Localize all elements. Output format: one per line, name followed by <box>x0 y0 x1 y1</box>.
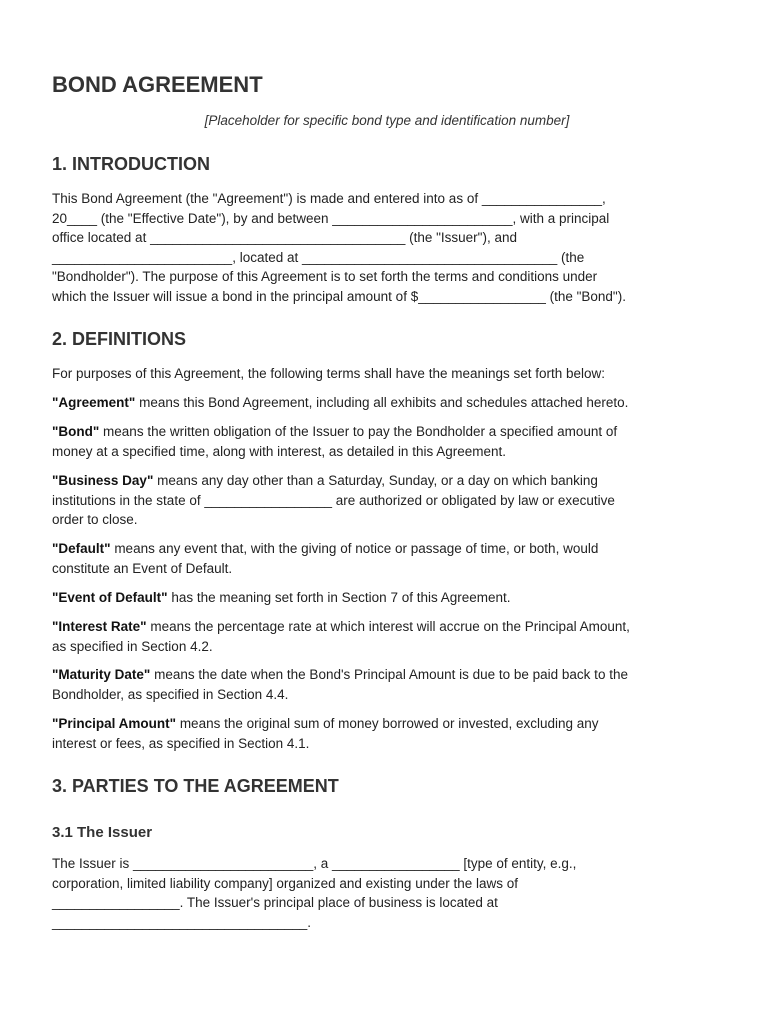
text-line: This Bond Agreement (the "Agreement") is made and entered into as of ________________, <box>52 191 606 206</box>
text-line: constitute an Event of Default. <box>52 560 233 576</box>
definitions-intro <box>52 364 722 384</box>
definition-term: "Default" <box>52 541 111 556</box>
section-heading-introduction: 1. INTRODUCTION <box>52 154 211 174</box>
text-line: "Bondholder"). The purpose of this Agreement is to set forth the terms and conditions under <box>52 269 598 285</box>
text-line: interest or fees, as specified in Section 4.1. <box>52 735 310 751</box>
section-heading-parties: 3. PARTIES TO THE AGREEMENT <box>52 776 339 796</box>
definition-text: means the written obligation of the Issuer to pay the Bondholder a specified amount of <box>99 424 618 439</box>
text-line: order to close. <box>52 512 138 528</box>
definition-term: "Event of Default" <box>52 590 168 605</box>
definition-item-maturity-date <box>52 665 722 704</box>
definition-term: "Agreement" <box>52 395 136 410</box>
definition-text: means any day other than a Saturday, Sunday, or a day on which banking <box>153 473 598 488</box>
text-line: institutions in the state of _________________ are authorized or obligated by law or executive <box>52 492 615 508</box>
definition-term: "Interest Rate" <box>52 619 147 634</box>
text-line <box>52 588 722 608</box>
text-line <box>52 393 722 413</box>
definition-term: "Business Day" <box>52 473 154 488</box>
text-line <box>52 539 722 559</box>
text-line <box>52 617 722 637</box>
definition-term: "Bond" <box>52 424 100 439</box>
text-line <box>52 422 722 442</box>
definition-text: has the meaning set forth in Section 7 of this Agreement. <box>167 590 511 605</box>
introduction-paragraph <box>52 189 722 307</box>
definition-item-agreement <box>52 393 722 413</box>
text-line <box>52 665 722 685</box>
text-line: office located at __________________________________ (the "Issuer"), and <box>52 230 517 246</box>
text-line <box>52 714 722 734</box>
definition-text: means this Bond Agreement, including all exhibits and schedules attached hereto. <box>135 395 629 410</box>
document-title: BOND AGREEMENT <box>52 72 263 97</box>
definition-text: means the percentage rate at which interest will accrue on the Principal Amount, <box>146 619 630 634</box>
definition-item-business-day <box>52 471 722 530</box>
definition-text: means the original sum of money borrowed or invested, excluding any <box>176 716 599 731</box>
text-line: 20____ (the "Effective Date"), by and between ________________________, with a principal <box>52 210 610 226</box>
document-subtitle: [Placeholder for specific bond type and identification number] <box>204 113 570 128</box>
text-line: _________________. The Issuer's principal place of business is located at <box>52 895 498 911</box>
text-line: money at a specified time, along with interest, as detailed in this Agreement. <box>52 443 506 459</box>
definition-text: means the date when the Bond's Principal Amount is due to be paid back to the <box>150 667 628 682</box>
text-line: corporation, limited liability company] organized and existing under the laws of <box>52 875 519 891</box>
section-heading-definitions: 2. DEFINITIONS <box>52 329 187 349</box>
text-line: For purposes of this Agreement, the following terms shall have the meanings set forth below: <box>52 366 606 381</box>
definition-term: "Principal Amount" <box>52 716 177 731</box>
text-line: The Issuer is ________________________, a _________________ [type of entity, e.g., <box>52 856 577 871</box>
text-line: which the Issuer will issue a bond in the principal amount of $_________________ (the "Bond"). <box>52 288 626 304</box>
text-line: ________________________, located at __________________________________ (the <box>52 249 585 265</box>
subsection-heading-issuer: 3.1 The Issuer <box>52 824 153 841</box>
text-line: Bondholder, as specified in Section 4.4. <box>52 686 289 702</box>
definition-item-bond <box>52 422 722 461</box>
definition-item-event-of-default <box>52 588 722 608</box>
definition-item-interest-rate <box>52 617 722 656</box>
definition-item-default <box>52 539 722 578</box>
text-line: as specified in Section 4.2. <box>52 638 213 654</box>
text-line <box>52 471 722 491</box>
issuer-paragraph <box>52 854 722 932</box>
text-line: __________________________________. <box>52 914 312 930</box>
definition-item-principal-amount <box>52 714 722 753</box>
definition-term: "Maturity Date" <box>52 667 151 682</box>
definition-text: means any event that, with the giving of notice or passage of time, or both, would <box>110 541 599 556</box>
